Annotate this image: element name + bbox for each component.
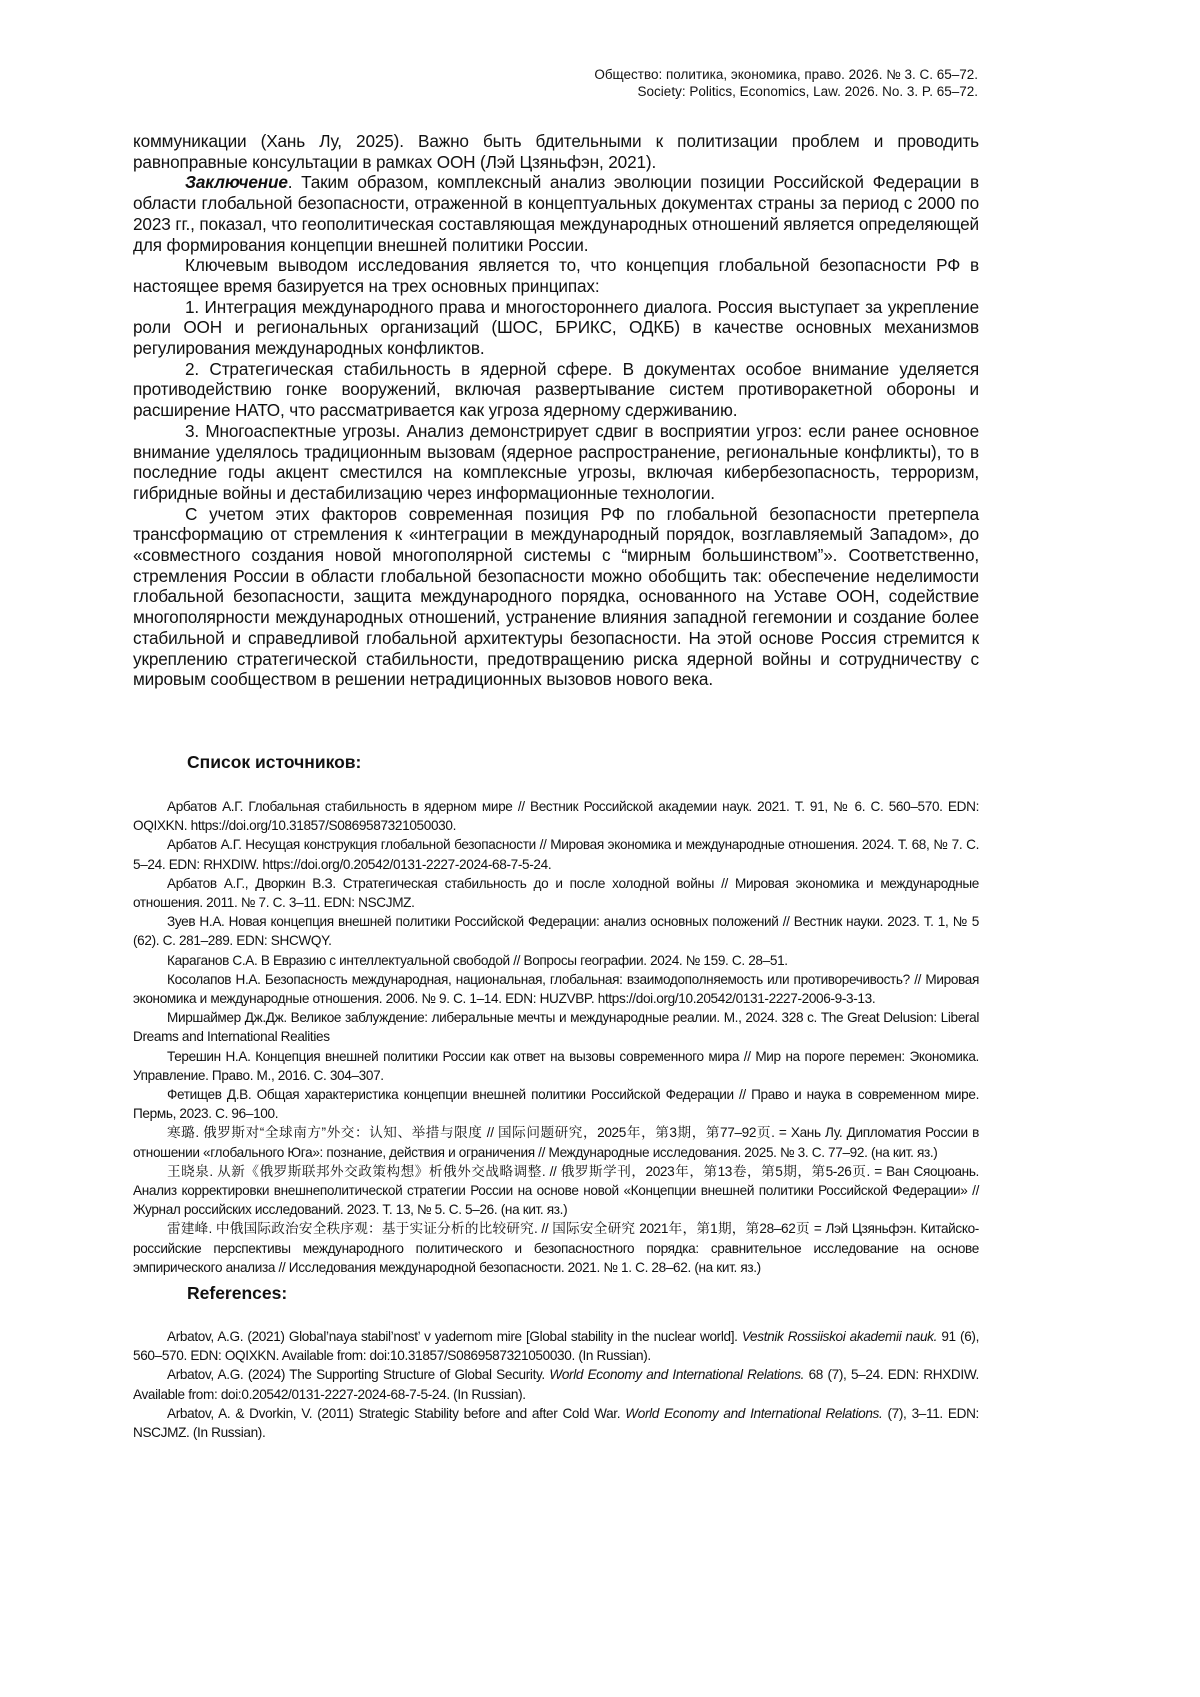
source-item: Арбатов А.Г. Несущая конструкция глобальной безопасности // Мировая экономика и международные отношения. 2024. Т. 68, № 7. С. 5–24. EDN: RHXDIW. https://doi.org/0.20542/0131-2227-2024-68-7-5-24.: [133, 837, 979, 872]
paragraph: С учетом этих факторов современная позиция РФ по глобальной безопасности претерпела трансформацию от стремления к «интеграции в международный порядок, возглавляемый Западом», до «совместного создания новой многополярной системы с “мирным большинством”». Соответственно, стремления России в области глобальной безопасности можно обобщить так: обеспечение неделимости глобальной безопасности, защита международного порядка, основанного на Уставе ООН, содействие многополярности международных отношений, устранение влияния западной гегемонии и создание более стабильной и справедливой глобальной архитектуры безопасности. На этой основе Россия стремится к укреплению стратегической стабильности, предотвращению риска ядерной войны и сотрудничеству с мировым сообществом в решении нетрадиционных вызовов нового века.: [133, 503, 979, 690]
reference-text: 68 (7), 5–24. EDN: RHXDIW. Available from: doi:0.20542/0131-2227-2024-68-7-5-24. (In Russian).: [133, 1367, 979, 1402]
reference-journal: World Economy and International Relations.: [549, 1367, 805, 1383]
source-item: Зуев Н.А. Новая концепция внешней политики Российской Федерации: анализ основных положений // Вестник науки. 2023. Т. 1, № 5 (62). С. 281–289. EDN: SHCWQY.: [133, 914, 979, 949]
conclusion-heading: Заключение: [185, 172, 288, 193]
source-item: Арбатов А.Г. Глобальная стабильность в ядерном мире // Вестник Российской академии наук. 2021. Т. 91, № 6. С. 560–570. EDN: OQIXKN. https://doi.org/10.31857/S0869587321050030.: [133, 799, 979, 834]
source-item: Караганов С.А. В Евразию с интеллектуальной свободой // Вопросы географии. 2024. № 159. С. 28–51.: [167, 952, 788, 968]
paragraph-text: . Таким образом, комплексный анализ эволюции позиции Российской Федерации в области глобальной безопасности, отраженной в концептуальных документах страны за период с 2000 по 2023 гг., показал, что геополитическая составляющая международных отношений является определяющей для формирования концепции внешней политики России.: [133, 172, 979, 255]
sources-heading: Список источников:: [187, 752, 362, 772]
principle-3: 3. Многоаспектные угрозы. Анализ демонстрирует сдвиг в восприятии угроз: если ранее основное внимание уделялось традиционным вызовам (ядерное распространение, региональные конфликты), то в последние годы акцент сместился на комплексные угрозы, включая кибербезопасность, терроризм, гибридные войны и дестабилизацию через информационные технологии.: [133, 420, 979, 503]
paragraph: коммуникации (Хань Лу, 2025). Важно быть бдительными к политизации проблем и проводить равноправные консультации в рамках ООН (Лэй Цзяньфэн, 2021).: [133, 131, 979, 172]
paragraph: Ключевым выводом исследования является то, что концепция глобальной безопасности РФ в настоящее время базируется на трех основных принципах:: [133, 255, 979, 296]
source-item: Арбатов А.Г., Дворкин В.З. Стратегическая стабильность до и после холодной войны // Мировая экономика и международные отношения. 2011. № 7. С. 3–11. EDN: NSCJMZ.: [133, 875, 979, 911]
source-item: 王晓泉. 从新《俄罗斯联邦外交政策构想》析俄外交战略调整. // 俄罗斯学刊，2023年，第13卷，第5期，第5-26页. = Ван Сяоцюань. Анализ корректировки внешнеполитической стратегии России на основе новой «Концепции внешней политики Российской Федерации» // Журнал российских исследований. 2023. Т. 13, № 5. С. 5–26. (на кит. яз.): [133, 1163, 979, 1218]
reference-journal: Vestnik Rossiiskoi akademii nauk.: [741, 1329, 938, 1344]
source-item: Косолапов Н.А. Безопасность международная, национальная, глобальная: взаимодополняемость или противоречивость? // Мировая экономика и международные отношения. 2006. № 9. С. 1–14. EDN: HUZVBP. https://doi.org/10.20542/0131-2227-2006-9-3-13.: [133, 971, 979, 1007]
header-citation-ru: Общество: политика, экономика, право. 2026. № 3. С. 65–72.: [594, 67, 978, 82]
references-heading: References:: [187, 1283, 288, 1303]
reference-text: Arbatov, A.G. (2021) Global’naya stabil’nost’ v yadernom mire [Global stability in the nuclear world].: [167, 1329, 742, 1344]
running-header: [594, 66, 978, 100]
body-text: [133, 131, 979, 690]
source-item: Миршаймер Дж.Дж. Великое заблуждение: либеральные мечты и международные реалии. М., 2024. 328 с. The Great Delusion: Liberal Dreams and International Realities: [133, 1010, 979, 1045]
source-item: 寒璐. 俄罗斯对“全球南方”外交：认知、举措与限度 // 国际问题研究，2025年，第3期，第77–92页. = Хань Лу. Дипломатия России в отношении «глобального Юга»: познание, действия и ограничения // Международные исследования. 2025. № 3. С. 77–92. (на кит. яз.): [133, 1125, 979, 1160]
principle-1: 1. Интеграция международного права и многостороннего диалога. Россия выступает за укрепление роли ООН и региональных организаций (ШОС, БРИКС, ОДКБ) в качестве основных механизмов регулирования международных конфликтов.: [133, 296, 979, 359]
reference-text: 91 (6), 560–570. EDN: OQIXKN. Available from: doi:10.31857/S0869587321050030. (In Russian).: [133, 1329, 980, 1364]
sources-list: [133, 797, 979, 1277]
source-item: Терешин Н.А. Концепция внешней политики России как ответ на вызовы современного мира // Мир на пороге перемен: Экономика. Управление. Право. М., 2016. С. 304–307.: [133, 1048, 979, 1083]
header-citation-en: Society: Politics, Economics, Law. 2026. No. 3. P. 65–72.: [637, 84, 978, 99]
references-list: [133, 1327, 979, 1442]
reference-text: Arbatov, A.G. (2024) The Supporting Structure of Global Security.: [167, 1367, 550, 1383]
reference-journal: World Economy and International Relations.: [625, 1405, 883, 1421]
reference-item: [133, 1327, 979, 1365]
source-item: 雷建峰. 中俄国际政治安全秩序观：基于实证分析的比较研究. // 国际安全研究 2021年，第1期，第28–62页 = Лэй Цзяньфэн. Китайско-российские перспективы международного политического и безопасностного порядка: сравнительное исследование на основе эмпирического анализа // Исследования международной безопасности. 2021. № 1. С. 28–62. (на кит. яз.): [133, 1221, 979, 1275]
reference-item: [133, 1404, 979, 1442]
reference-item: [133, 1365, 979, 1403]
principle-2: 2. Стратегическая стабильность в ядерной сфере. В документах особое внимание уделяется противодействию гонке вооружений, включая развертывание систем противоракетной обороны и расширение НАТО, что рассматривается как угроза ядерному сдерживанию.: [133, 358, 979, 421]
conclusion-paragraph: [133, 172, 979, 255]
source-item: Фетищев Д.В. Общая характеристика концепции внешней политики Российской Федерации // Право и наука в современном мире. Пермь, 2023. С. 96–100.: [133, 1087, 979, 1122]
reference-text: Arbatov, A. & Dvorkin, V. (2011) Strategic Stability before and after Cold War.: [167, 1405, 626, 1421]
reference-text: (7), 3–11. EDN: NSCJMZ. (In Russian).: [133, 1405, 979, 1441]
